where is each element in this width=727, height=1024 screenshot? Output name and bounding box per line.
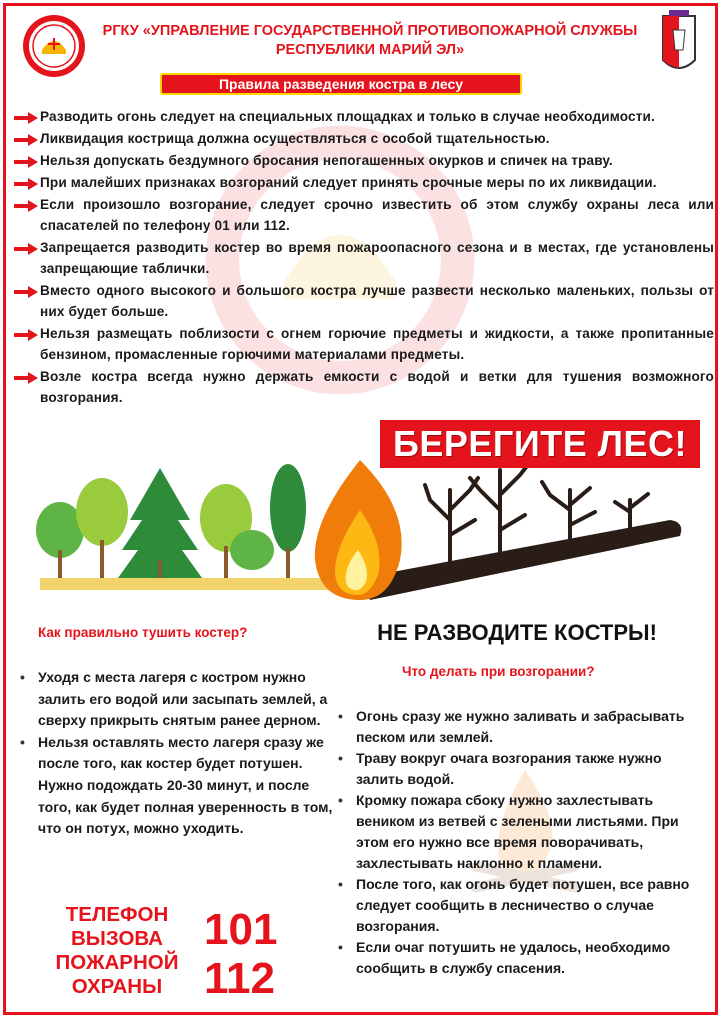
rule-item xyxy=(14,150,714,171)
rule-text: Возле костра всегда нужно держать емкости с водой и ветки для тушения возможного возгорания. xyxy=(40,369,714,405)
phone-label-line: ТЕЛЕФОН xyxy=(65,903,169,926)
phone-label-line: ВЫЗОВА xyxy=(71,927,163,950)
phone-number-101[interactable]: 101 xyxy=(204,905,278,954)
on-fire-heading: Что делать при возгорании? xyxy=(402,664,595,679)
list-item: • После того, как огонь будет потушен, все равно следует сообщить в лесничество о случае возгорания. xyxy=(336,874,708,937)
rule-text: При малейших признаках возгораний следует принять срочные меры по их ликвидации. xyxy=(40,175,657,190)
red-arrow-icon xyxy=(14,156,38,168)
list-item: • Уходя с места лагеря с костром нужно залить его водой или засыпать землей, а сверху прикрыть снятым ранее дерном. xyxy=(18,667,338,732)
fire-service-emblem-icon xyxy=(22,14,86,78)
rule-item xyxy=(14,172,714,193)
rules-title-banner: Правила разведения костра в лесу xyxy=(160,73,522,95)
org-title-line-2: РЕСПУБЛИКИ МАРИЙ ЭЛ» xyxy=(275,42,465,58)
rule-item xyxy=(14,106,714,127)
green-trees xyxy=(36,464,306,578)
red-arrow-icon xyxy=(14,134,38,146)
rule-text: Если произошло возгорание, следует срочно известить об этом службу охраны леса или спасателей по телефону 01 или 112. xyxy=(40,197,714,233)
extinguish-heading: Как правильно тушить костер? xyxy=(38,625,248,640)
red-arrow-icon xyxy=(14,112,38,124)
rule-text: Нельзя размещать поблизости с огнем горючие предметы и жидкости, а также пропитанные бензином, промасленные горючими материалами предметы. xyxy=(40,326,714,362)
phone-label-line: ОХРАНЫ xyxy=(71,975,163,998)
rule-text: Разводить огонь следует на специальных площадках и только в случае необходимости. xyxy=(40,109,655,124)
rule-text: Вместо одного высокого и большого костра лучше развести несколько маленьких, пользы от них будет больше. xyxy=(40,283,714,319)
save-forest-slogan: БЕРЕГИТЕ ЛЕС! xyxy=(380,420,700,468)
forest-fire-illustration xyxy=(30,450,700,620)
list-item: • Нельзя оставлять место лагеря сразу же после того, как костер будет потушен. Нужно подождать 20-30 минут, и после того, как будет полная уверенность в том, что он потух, можно уходить. xyxy=(18,732,338,840)
red-arrow-icon xyxy=(14,372,38,384)
rule-item xyxy=(14,280,714,322)
red-arrow-icon xyxy=(14,329,38,341)
list-item: • Траву вокруг очага возгорания также нужно залить водой. xyxy=(336,748,708,790)
red-arrow-icon xyxy=(14,243,38,255)
list-item: • Огонь сразу же нужно заливать и забрасывать песком или землей. xyxy=(336,706,708,748)
phone-label-line: ПОЖАРНОЙ xyxy=(55,951,179,974)
phone-label xyxy=(32,903,202,999)
rule-item xyxy=(14,128,714,149)
rule-item xyxy=(14,237,714,279)
rule-text: Запрещается разводить костер во время пожароопасного сезона и в местах, где установлены запрещающие таблички. xyxy=(40,240,714,276)
ground-strip xyxy=(40,578,360,590)
red-arrow-icon xyxy=(14,200,38,212)
organization-title xyxy=(100,22,640,60)
rule-text: Нельзя допускать бездумного бросания непогашенных окурков и спичек на траву. xyxy=(40,153,613,168)
list-item: • Кромку пожара сбоку нужно захлестывать веником из ветвей с зелеными листьями. При этом его нужно все время поворачивать, захлестывать наклонно к пламени. xyxy=(336,790,708,874)
no-fires-heading: НЕ РАЗВОДИТЕ КОСТРЫ! xyxy=(377,620,657,645)
on-fire-list xyxy=(336,706,708,979)
red-arrow-icon xyxy=(14,286,38,298)
burnt-ground xyxy=(360,520,681,600)
red-arrow-icon xyxy=(14,178,38,190)
rule-item xyxy=(14,366,714,408)
rule-item xyxy=(14,323,714,365)
flame xyxy=(315,460,402,600)
list-item: • Если очаг потушить не удалось, необходимо сообщить в службу спасения. xyxy=(336,937,708,979)
org-title-line-1: РГКУ «УПРАВЛЕНИЕ ГОСУДАРСТВЕННОЙ ПРОТИВОПОЖАРНОЙ СЛУЖБЫ xyxy=(102,23,638,39)
coat-of-arms-icon xyxy=(655,10,703,80)
rules-list xyxy=(14,106,714,409)
phone-number-112[interactable]: 112 xyxy=(204,954,275,1003)
rule-item xyxy=(14,194,714,236)
rule-text: Ликвидация кострища должна осуществляться с особой тщательностью. xyxy=(40,131,550,146)
extinguish-list xyxy=(18,667,338,840)
